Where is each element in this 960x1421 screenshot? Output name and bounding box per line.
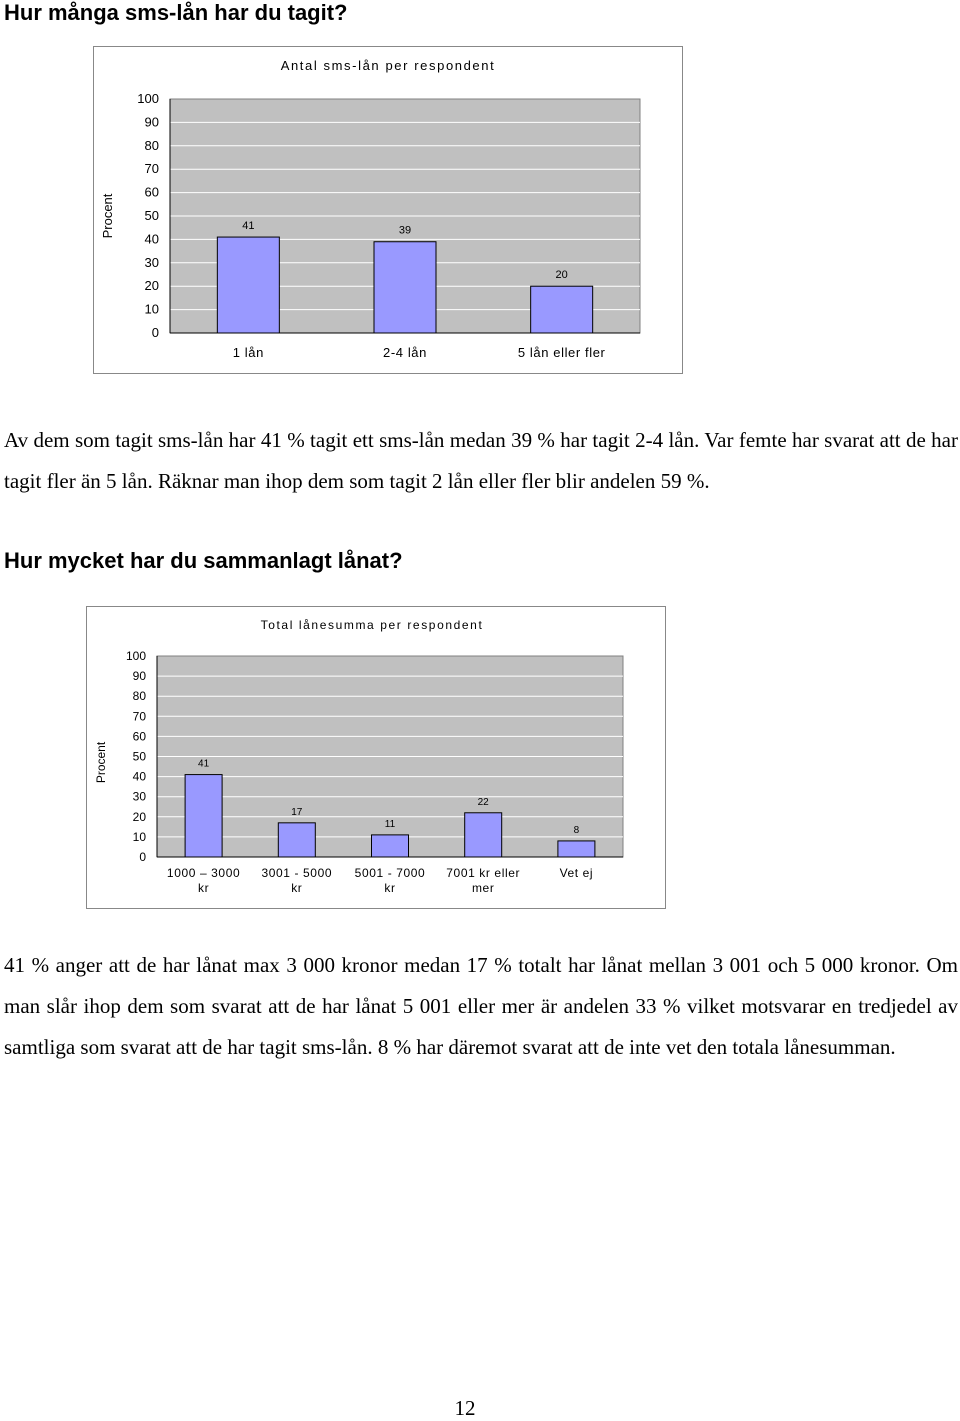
- x-category-label: kr: [291, 881, 303, 895]
- chart-title: Total lånesumma per respondent: [260, 618, 484, 632]
- y-tick-label: 90: [144, 114, 159, 130]
- chart-title: Antal sms-lån per respondent: [280, 58, 496, 73]
- y-axis-label: Procent: [94, 741, 108, 784]
- x-category-label: mer: [471, 881, 495, 895]
- bar: [372, 835, 409, 857]
- y-tick-label: 100: [125, 649, 146, 663]
- y-tick-label: 80: [132, 689, 146, 704]
- data-label: 17: [291, 806, 303, 818]
- x-category-label: kr: [197, 881, 210, 895]
- chart-antal-lan: [93, 46, 683, 374]
- data-label: 8: [573, 824, 580, 836]
- x-category-label: 5001 - 7000: [354, 866, 426, 880]
- bar: [185, 775, 222, 857]
- x-category-label: 5 lån eller fler: [517, 345, 606, 360]
- y-tick-label: 70: [132, 709, 146, 724]
- paragraph-lanesumma: 41 % anger att de har lånat max 3 000 kronor medan 17 % totalt har lånat mellan 3 001 och 5 000 kronor. Om man slår ihop dem som svarat att de har lånat 5 001 eller mer är andelen 33 % vilket motsvarar en tredjedel av samtliga som svarat att de har tagit sms-lån. 8 % har däremot svarat att de inte vet den totala lånesumman.: [4, 953, 958, 1059]
- heading-antal-lan: Hur många sms-lån har du tagit?: [4, 0, 348, 25]
- y-tick-label: 30: [132, 789, 146, 804]
- x-category-label: Vet ej: [559, 866, 594, 880]
- y-tick-label: 60: [144, 184, 159, 200]
- y-tick-label: 40: [144, 231, 159, 247]
- data-label: 22: [477, 796, 489, 808]
- chart-lanesumma-svg: [87, 607, 665, 908]
- x-category-label: 3001 - 5000: [261, 866, 333, 880]
- chart-lanesumma: [86, 606, 666, 909]
- bar: [278, 823, 315, 857]
- y-tick-label: 10: [144, 301, 159, 317]
- y-tick-label: 70: [144, 161, 159, 177]
- y-axis-label: Procent: [100, 193, 115, 239]
- y-tick-label: 20: [144, 278, 159, 294]
- bar: [465, 813, 502, 857]
- data-label: 41: [242, 220, 255, 233]
- x-category-label: 1000 – 3000: [166, 866, 241, 880]
- y-tick-label: 60: [132, 729, 146, 744]
- y-tick-label: 10: [132, 829, 146, 844]
- y-tick-label: 40: [132, 769, 146, 784]
- data-label: 20: [555, 269, 568, 282]
- bar: [374, 242, 436, 333]
- x-category-label: 1 lån: [232, 345, 264, 360]
- x-category-label: 7001 kr eller: [446, 866, 521, 880]
- data-label: 41: [198, 758, 210, 770]
- y-tick-label: 0: [139, 850, 146, 864]
- x-category-label: 2-4 lån: [383, 345, 427, 360]
- y-tick-label: 50: [132, 749, 146, 764]
- y-tick-label: 50: [144, 208, 159, 223]
- y-tick-label: 100: [137, 91, 159, 106]
- paragraph-antal-lan: Av dem som tagit sms-lån har 41 % tagit ett sms-lån medan 39 % har tagit 2-4 lån. Var femte har svarat att de har tagit fler än 5 lån. Räknar man ihop dem som tagit 2 lån eller fler blir andelen 59 %.: [4, 428, 958, 493]
- y-tick-label: 20: [132, 809, 146, 824]
- y-tick-label: 80: [144, 137, 159, 153]
- chart-antal-lan-svg: [94, 47, 682, 373]
- x-category-label: kr: [384, 881, 396, 895]
- data-label: 39: [398, 224, 412, 237]
- heading-lanesumma: Hur mycket har du sammanlagt lånat?: [4, 548, 403, 573]
- page-number: 12: [454, 1396, 476, 1420]
- y-tick-label: 30: [144, 254, 159, 270]
- bar: [217, 237, 279, 333]
- bar: [531, 286, 593, 333]
- bar: [558, 841, 595, 857]
- data-label: 11: [384, 818, 396, 830]
- y-tick-label: 0: [151, 325, 159, 340]
- y-tick-label: 90: [132, 669, 146, 684]
